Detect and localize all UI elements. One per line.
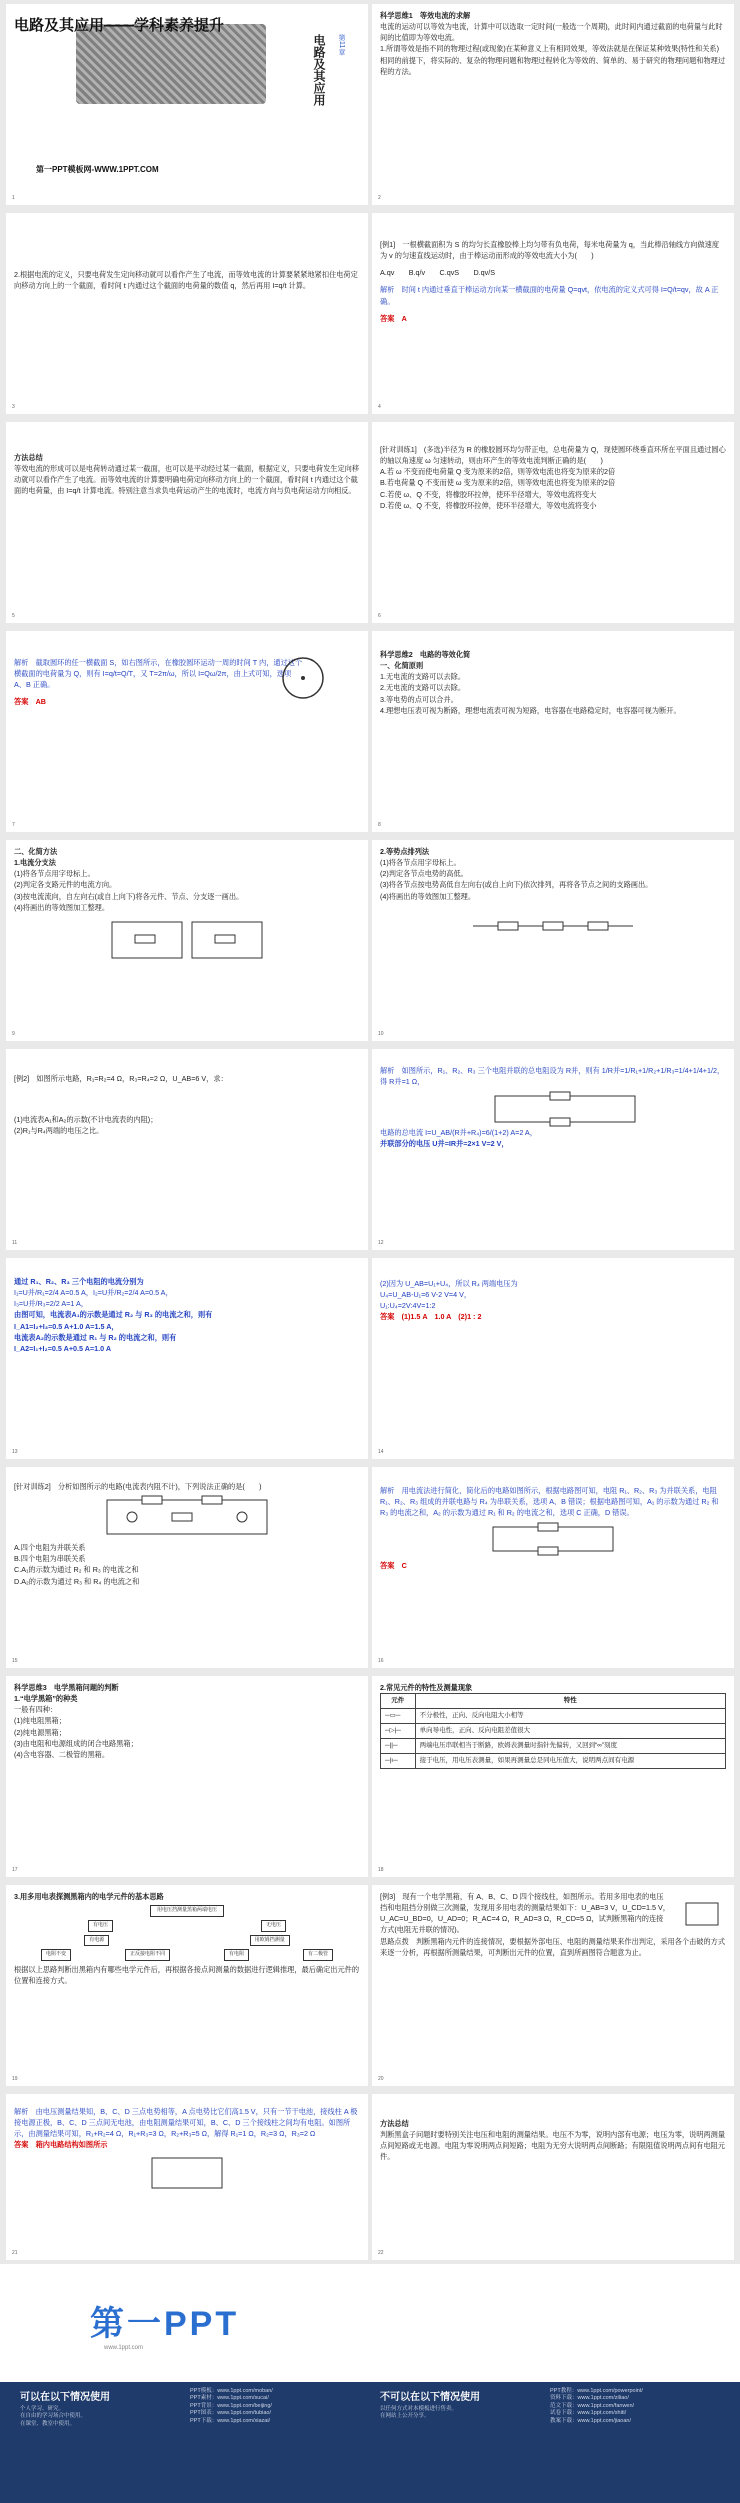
answer-text: 答案 箱内电路结构如图所示 (14, 2140, 108, 2150)
rule-2: 2.无电流的支路可以去除。 (380, 683, 466, 693)
page-number: 17 (12, 1867, 18, 1874)
section-heading: 科学思维2 电路的等效化简 (380, 650, 471, 659)
usage-allowed-item: 个人学习、研究。 (20, 2406, 65, 2412)
footer-logo: 第一PPT (90, 2305, 240, 2343)
answer-text: 答案 AB (14, 697, 46, 707)
footer-link[interactable]: PPT模板：www.1ppt.com/moban/ (190, 2388, 273, 2394)
footer-links-1 (190, 2388, 360, 2425)
usage-forbidden-title: 不可以在以下情况使用 (380, 2392, 480, 2403)
diode-symbol: ─▷|─ (381, 1724, 416, 1739)
page-number: 19 (12, 2076, 18, 2083)
flow-node: 电阻不变 (41, 1949, 71, 1961)
step-3: (3)将各节点按电势高低自左向右(或自上向下)依次排列，再将各节点之间的支路画出。 (380, 880, 653, 890)
page-number: 10 (378, 1031, 384, 1038)
line-2: I₃=U并/R₃=2/2 A=1 A， (14, 1299, 88, 1309)
slide-2 (372, 4, 734, 205)
section-heading: 方法总结 (380, 2119, 409, 2128)
analysis-text: 解析 用电流法进行简化，简化后的电路如图所示，根据电路图可知，电阻 R₁、R₂、R₃ 为并联关系，电阻 R₁、R₂、R₃ 组成的并联电路与 R₄ 为串联关系，选项 A、B 错误；根据电路图可知，A₁ 的示数为通过 R₂ 和 R₃ 的电流之和，A₂ 的示数为通过 R₁ 和 R₂ 的电流之和，选项 C 正确，D 错误。 (380, 1486, 719, 1518)
step-2: (2)判定各节点电势的高低。 (380, 869, 468, 879)
sub-heading: 1.“电学黑箱”的种类 (14, 1694, 78, 1704)
page-number: 5 (12, 613, 15, 620)
slide-5 (6, 422, 368, 623)
rule-4: 4.理想电压表可视为断路，理想电流表可视为短路，电容器在电路稳定时，电容器可视为断开。 (380, 705, 681, 715)
usage-forbidden-item: 在网站上公开分享。 (380, 2413, 430, 2420)
component-table (380, 1693, 726, 1769)
section-heading: 3.用多用电表探测黑箱内的电学元件的基本思路 (14, 1892, 164, 1901)
capacitor-symbol: ─||─ (381, 1739, 416, 1754)
page-number: 3 (12, 404, 15, 411)
usage-forbidden-item: 以任何方式对本模板进行售卖。 (380, 2406, 458, 2412)
answer-text: 答案 A (380, 313, 407, 323)
step-1: (1)将各节点用字母标上。 (380, 858, 461, 868)
answer-text: 答案 (1)1.5 A 1.0 A (2)1 : 2 (380, 1312, 482, 1322)
ring-figure (278, 653, 328, 703)
footer-link[interactable]: PPT素材：www.1ppt.com/sucai/ (190, 2395, 269, 2402)
flow-node: 用欧姆挡测量 (250, 1935, 290, 1947)
question-text: [例2] 如图所示电路，R₁=R₂=4 Ω，R₃=R₄=2 Ω，U_AB=6 V，求： (14, 1074, 228, 1083)
sub-heading: 一、化简原则 (380, 661, 424, 671)
circuit-diagram (147, 2153, 227, 2193)
footer-bar (0, 2382, 740, 2503)
table-row (381, 1739, 726, 1754)
answer-text: 答案 C (380, 1561, 407, 1571)
page-number: 2 (378, 195, 381, 202)
table-cell: 不分极性，正向、反向电阻大小相等 (415, 1709, 725, 1724)
flow-node: 有二极管 (303, 1949, 333, 1961)
page-number: 1 (12, 195, 15, 202)
line-3: U₁:U₄=2V:4V=1:2 (380, 1301, 436, 1311)
line-5: 电流表A₂的示数是通过 R₁ 与 R₂ 的电流之和，则有 (14, 1332, 177, 1342)
footer-link[interactable]: PPT图表：www.1ppt.com/tubiao/ (190, 2410, 272, 2417)
footer-link[interactable]: 教案下载：www.1ppt.com/jiaoan/ (550, 2417, 631, 2424)
footer-link[interactable]: PPT背景：www.1ppt.com/beijing/ (190, 2402, 272, 2409)
slide-1 (6, 4, 368, 205)
usage-forbidden (380, 2388, 540, 2421)
analysis-text: 解析 由电压测量结果知，B、C、D 三点电势相等，A 点电势比它们高1.5 V，只有一节干电池，接线柱 A 极接电源正极，B、C、D 三点间无电池，由电阻测量结果可知，B、C、D 三个接线柱之间均有电阻。如图所示，由测量结果可知，R₁+R₂=4 Ω，R₁+R₃=3 Ω，R₂+R₃=5 Ω，解得 R₁=1 Ω，R₂=3 Ω，R₃=2 Ω (14, 2107, 358, 2139)
slide-22 (372, 2094, 734, 2260)
item-1: (1)纯电阻黑箱； (14, 1716, 66, 1726)
item-3: (3)由电阻和电源组成的闭合电路黑箱； (14, 1738, 138, 1748)
step-3: (3)按电流流向，自左向右(或自上向下)将各元件、节点、分支逐一画出。 (14, 891, 244, 901)
flow-node: 有电源 (84, 1935, 109, 1947)
slide-11 (6, 1049, 368, 1250)
body-text: 通过 R₁、R₂、R₃ 三个电阻的电流分别为 (14, 1277, 144, 1286)
section-heading: 科学思维3 电学黑箱问题的判断 (14, 1683, 119, 1692)
page-number: 16 (378, 1658, 384, 1665)
chapter-label: 第11章 (338, 34, 345, 56)
circuit-diagram (107, 917, 267, 963)
page-title: 电路及其应用——学科素养提升 (14, 17, 225, 34)
slide-19 (6, 1885, 368, 2086)
section-heading: 方法总结 (14, 453, 43, 462)
footer-logo-sub: www.1ppt.com (104, 2345, 144, 2351)
page-number: 4 (378, 404, 381, 411)
footer-links-2 (550, 2388, 730, 2425)
circuit-diagram (488, 1522, 618, 1556)
line-1: I₁=U并/R₁=2/4 A=0.5 A，I₂=U并/R₂=2/4 A=0.5 A， (14, 1288, 173, 1298)
item-0: 一般有四种： (14, 1705, 58, 1715)
option-c: C.A₁的示数为通过 R₂ 和 R₃ 的电流之和 (14, 1565, 139, 1575)
table-cell: 接于电压，用电压表测量，如果再测量总是同电压值大，说明两点间有电源 (415, 1754, 725, 1769)
flowchart (14, 1905, 360, 1961)
circuit-diagram (468, 908, 638, 944)
sub-heading: 2.常见元件的特性及测量现象 (380, 1683, 473, 1692)
resistor-symbol: ─▭─ (381, 1709, 416, 1724)
flow-node: 正反接电阻不同 (125, 1949, 170, 1961)
usage-allowed-title: 可以在以下情况使用 (20, 2392, 110, 2403)
table-cell: 两端电压串联相当于断路，欧姆表测量时指针先偏转，又回到“∞”刻度 (415, 1739, 725, 1754)
question-text: [例1] 一根横截面积为 S 的均匀长直橡胶棒上均匀带有负电荷，每米电荷量为 q，当此棒沿轴线方向做速度为 v 的匀速直线运动时，由于棒运动而形成的等效电流大小为( ) (380, 240, 720, 261)
section-heading: 二、化简方法 (14, 847, 58, 856)
sub-question-1: (1)电流表A₁和A₂的示数(不计电流表的内阻)； (14, 1115, 158, 1125)
sub-heading: 1.电流分支法 (14, 858, 56, 868)
option-c: C.若使 ω、Q 不变，将橡胶环拉伸，使环半径增大，等效电流将变大 (380, 489, 597, 499)
side-title: 电路及其应用 (312, 34, 326, 106)
battery-symbol: ─|ı─ (381, 1754, 416, 1769)
slide-14 (372, 1258, 734, 1459)
option-a: A.若 ω 不变而使电荷量 Q 变为原来的2倍，则等效电流也将变为原来的2倍 (380, 467, 616, 477)
analysis-text-2: 电路的总电流 I=U_AB/(R并+R₄)=6/(1+2) A=2 A， (380, 1128, 537, 1138)
line-2: U₄=U_AB-U₁=6 V-2 V=4 V， (380, 1290, 472, 1300)
line-3: 由图可知，电流表A₁的示数是通过 R₂ 与 R₃ 的电流之和，则有 (14, 1310, 213, 1320)
step-2: (2)判定各支路元件的电流方向。 (14, 880, 117, 890)
page-number: 12 (378, 1240, 384, 1247)
flow-node: 用电压挡测量黑箱两端电压 (150, 1905, 224, 1917)
footer-link[interactable]: 资料下载：www.1ppt.com/ziliao/ (550, 2395, 629, 2402)
slide-10 (372, 840, 734, 1041)
table-row (381, 1724, 726, 1739)
body-text: 判断黑盒子问题时要特别关注电压和电阻的测量结果。电压不为零，说明内部有电源；电压为零，说明两测量点间短路或无电源。电阻为零说明两点间短路；电阻为无穷大说明两点间断路；有限阻值说明两点间有电阻元件。 (380, 2130, 726, 2162)
option-a: A.四个电阻为并联关系 (14, 1543, 86, 1553)
analysis-text: 解析 如图所示，R₁、R₂、R₃ 三个电阻并联的总电阻设为 R并，则有 1/R并=1/R₁+1/R₂+1/R₃=1/4+1/4+1/2，得 R并=1 Ω， (380, 1066, 725, 1087)
page-number: 13 (12, 1449, 18, 1456)
slide-20 (372, 1885, 734, 2086)
footer-link[interactable]: PPT下载：www.1ppt.com/xiazai/ (190, 2417, 271, 2424)
page-number: 9 (12, 1031, 15, 1038)
option-d: D.若使 ω、Q 不变，将橡胶环拉伸，使环半径增大，等效电流将变小 (380, 500, 597, 510)
slide-13 (6, 1258, 368, 1459)
footer-link[interactable]: PPT教程：www.1ppt.com/powerpoint/ (550, 2388, 643, 2394)
analysis-text: 解析 截取圆环的任一横截面 S，如右图所示，在橡胶圆环运动一周的时间 T 内，通过这个横截面的电荷量为 Q，则有 I=q/t=Q/T，又 T=2π/ω，所以 I=Qω/2π，由上式可知，选项 A、B 正确。 (14, 658, 303, 690)
page-number: 14 (378, 1449, 384, 1456)
flow-node: 有电压 (88, 1920, 113, 1932)
table-row (381, 1754, 726, 1769)
slide-15 (6, 1467, 368, 1668)
usage-allowed-item: 在课堂、教室中使用。 (20, 2420, 76, 2427)
line-4: I_A1=I₂+I₃=0.5 A+1.0 A=1.5 A， (14, 1321, 119, 1331)
slide-18 (372, 1676, 734, 1877)
step-4: (4)将画出的等效图加工整理。 (14, 902, 110, 912)
circuit-diagram (490, 1091, 640, 1127)
analysis-text: 解析 时间 t 内通过垂直于棒运动方向某一横截面的电荷量 Q=qvt，依电流的定义式可得 I=Q/t=qv，故 A 正确。 (380, 285, 719, 306)
step-4: (4)将画出的等效图加工整理。 (380, 891, 476, 901)
flow-node: 有电阻 (224, 1949, 249, 1961)
page-number: 15 (12, 1658, 18, 1665)
usage-allowed-item: 在自由的学习场合中使用。 (20, 2413, 87, 2420)
page-number: 21 (12, 2250, 18, 2257)
slide-21 (6, 2094, 368, 2260)
option-b: B.若电荷量 Q 不变而使 ω 变为原来的2倍，则等效电流也将变为原来的2倍 (380, 478, 616, 488)
circuit-diagram (102, 1495, 272, 1539)
page-number: 18 (378, 1867, 384, 1874)
body-text: 等效电流的形成可以是电荷转动通过某一截面，也可以是平动经过某一截面，根据定义，只要电荷发生定向移动就可以看作产生了电流。而等效电流的计算要明确电荷定向移动方向上的一个截面，看时间 t 内通过这个截面的电荷量，由 I=q/t 计算电流。特别注意当求负电荷运动产生的电流时，电流方向与负电荷运动方向相反。 (14, 464, 360, 496)
section-heading: 科学思维1 等效电流的求解 (380, 11, 471, 20)
option-b: B.四个电阻为串联关系 (14, 1554, 86, 1564)
hint-text: 思路点拨 判断黑箱内元件的连接情况，要根据外部电压、电阻的测量结果来作出判定，采用各个击破的方式来逐一分析，再根据所测量结果，可判断出元件的位置，直到所画图符合题意为止。 (380, 1936, 726, 1957)
options: A.qv B.q/v C.qvS D.qv/S (380, 268, 496, 278)
table-row (381, 1709, 726, 1724)
page-number: 22 (378, 2250, 384, 2257)
item-2: (2)纯电源黑箱； (14, 1727, 66, 1737)
footer-link[interactable]: 范文下载：www.1ppt.com/fanwen/ (550, 2402, 635, 2409)
question-text: [针对训练2] 分析如图所示的电路(电流表内阻不计)，下列说法正确的是( ) (14, 1482, 262, 1491)
rule-1: 1.无电流的支路可以去除。 (380, 672, 466, 682)
page-number: 7 (12, 822, 15, 829)
sub-heading: 2.等势点排列法 (380, 847, 430, 856)
slide-4 (372, 213, 734, 414)
flow-node: 无电压 (261, 1920, 286, 1932)
slide-17 (6, 1676, 368, 1877)
page-number: 20 (378, 2076, 384, 2083)
question-text: [针对训练1] (多选)半径为 R 的橡胶圆环均匀带正电，总电荷量为 Q，现使圆环绕垂直环所在平面且通过圆心的轴以角速度 ω 匀速转动，则由环产生的等效电流判断正确的是( ) (380, 445, 726, 466)
slide-8 (372, 631, 734, 832)
site-link[interactable]: 第一PPT模板网-WWW.1PPT.COM (36, 165, 159, 174)
usage-allowed (20, 2388, 180, 2428)
table-cell: 单向导电性，正向、反向电阻差值很大 (415, 1724, 725, 1739)
option-d: D.A₂的示数为通过 R₃ 和 R₄ 的电流之和 (14, 1576, 140, 1586)
sub-question-2: (2)R₁与R₄两端的电压之比。 (14, 1126, 104, 1136)
line-1: (2)因为 U_AB=U₁+U₄，所以 R₄ 两端电压为 (380, 1279, 518, 1288)
blackbox-figure (682, 1899, 722, 1929)
body-text: 根据以上思路判断出黑箱内有哪些电学元件后，再根据各接点间测量的数据进行逻辑推理，最后确定出元件的位置和连接方式。 (14, 1965, 360, 1986)
item-4: (4)含电容器、二极管的黑箱。 (14, 1749, 110, 1759)
col-header-property: 特性 (415, 1694, 725, 1709)
body-text: 电流的运动可以等效为电流，计算中可以选取一定时间(一般选一个周期)，此时间内通过截面的电荷量与此时间的比值即为等效电流。 1.所谓等效是指不同的物理过程(或现象)在某种意义上有相同效果，等效法就是在保证某种效果(特性和关系)相同的前提下，将实际的、复杂的物理问题和物理过程转化为等效的、简单的、易于研究的物理问题和物理过程的方法。 (380, 22, 726, 76)
slide-3 (6, 213, 368, 414)
slide-7 (6, 631, 368, 832)
step-1: (1)将各节点用字母标上。 (14, 869, 95, 879)
rule-3: 3.等电势的点可以合并。 (380, 694, 458, 704)
footer-link[interactable]: 试卷下载：www.1ppt.com/shiti/ (550, 2410, 627, 2417)
question-text: [例3] 现有一个电学黑箱，有 A、B、C、D 四个接线柱，如图所示。若用多用电表的电压挡和电阻挡分别做三次测量，发现用多用电表的测量结果如下：U_AB=3 V，U_CD=1.5 V，U_AC=U_BD=0，U_AD=0；R_AC=4 Ω，R_AD=3 Ω，R_CD=5 Ω，试判断黑箱内的连接方式(电阻无并联的情况)。 (380, 1892, 670, 1935)
slide-12 (372, 1049, 734, 1250)
page-number: 11 (12, 1240, 18, 1247)
analysis-text-3: 并联部分的电压 U并=IR并=2×1 V=2 V， (380, 1139, 509, 1149)
page-number: 8 (378, 822, 381, 829)
col-header-component: 元件 (381, 1694, 416, 1709)
page-number: 6 (378, 613, 381, 620)
slide-9 (6, 840, 368, 1041)
slide-6 (372, 422, 734, 623)
slide-16 (372, 1467, 734, 1668)
line-6: I_A2=I₁+I₂=0.5 A+0.5 A=1.0 A (14, 1343, 112, 1353)
body-text: 2.根据电流的定义，只要电荷发生定向移动就可以看作产生了电流，而等效电流的计算要紧紧地紧扣住电荷定向移动方向上的一个截面，看时间 t 内通过这个截面的电荷量的数值 q，然后再用 I=q/t 计算。 (14, 270, 358, 291)
